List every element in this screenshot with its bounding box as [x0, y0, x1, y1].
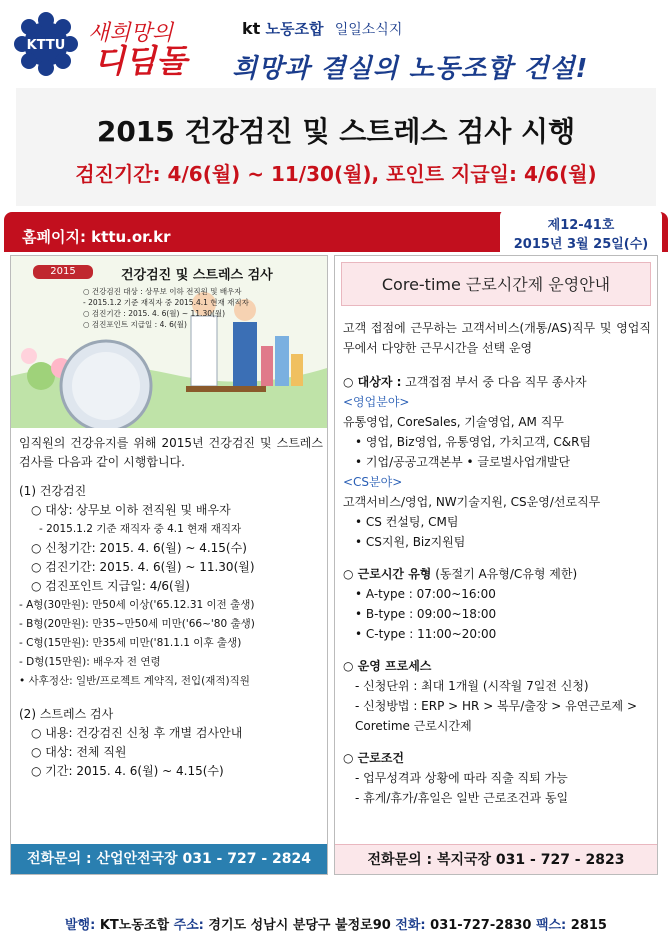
target-heading-label: ○ 대상자 :	[343, 375, 402, 389]
sales-bullet: • 기업/공공고객본부 • 글로벌사업개발단	[355, 455, 571, 469]
apply-period: ○ 신청기간: 2015. 4. 6(월) ~ 4.15(수)	[31, 541, 247, 555]
newsletter-type: 일일소식지	[334, 22, 403, 38]
kt-brand: kt	[242, 19, 261, 38]
issue-date: 2015년 3월 25일(수)	[513, 237, 649, 252]
type-d-line: - D형(15만원): 배우자 전 연령	[19, 656, 161, 668]
publisher-footer	[0, 914, 672, 933]
coretime-body	[343, 318, 651, 808]
illustration-note: ○ 검진포인트 지급일 : 4. 6(월)	[83, 320, 187, 329]
cs-bullet: • CS지원, Biz지원팀	[355, 535, 466, 549]
footer-addr-label: 주소:	[173, 918, 204, 933]
intro-paragraph: 임직원의 건강유지를 위해 2015년 건강검진 및 스트레스 검사를 다음과 같이 시행합니다.	[19, 436, 323, 469]
process-step: - 신청방법 : ERP > HR > 복무/출장 > 유연근로제 > Coretime 근로시간제	[355, 699, 637, 733]
health-check-illustration	[11, 256, 327, 428]
footer-pub-label: 발행:	[65, 918, 96, 933]
condition-item: - 휴게/휴가/휴일은 일반 근로조건과 동일	[355, 791, 569, 805]
masthead	[0, 0, 672, 90]
headline-box	[16, 88, 656, 206]
worktype-a: • A-type : 07:00~16:00	[355, 587, 496, 601]
stress-content: ○ 내용: 건강검진 신청 후 개별 검사안내	[31, 726, 243, 740]
slogan: 희망과 결실의 노동조합 건설!	[232, 54, 589, 84]
issue-number: 제12-41호	[547, 218, 615, 233]
left-column	[10, 255, 328, 875]
kttu-logo-icon	[14, 12, 78, 76]
script-logo-line2: 디딤돌	[94, 42, 187, 80]
target-line: ○ 대상: 상무보 이하 전직원 및 배우자	[31, 503, 231, 517]
publisher-line	[242, 18, 402, 39]
health-check-body	[19, 434, 323, 781]
target-heading-note: 고객접점 부서 중 다음 직무 종사자	[401, 375, 587, 389]
condition-item: - 업무성격과 상황에 따라 직출 직퇴 가능	[355, 771, 568, 785]
stress-period: ○ 기간: 2015. 4. 6(월) ~ 4.15(수)	[31, 764, 224, 778]
footer-addr-value: 경기도 성남시 분당구 불정로90	[203, 918, 396, 933]
cs-list: 고객서비스/영업, NW기술지원, CS운영/선로직무	[343, 495, 601, 509]
page-subtitle: 검진기간: 4/6(월) ~ 11/30(월), 포인트 지급일: 4/6(월)	[75, 162, 597, 186]
homepage-link[interactable]: 홈페이지: kttu.or.kr	[22, 228, 171, 246]
process-step: - 신청단위 : 최대 1개월 (시작월 7일전 신청)	[355, 679, 589, 693]
type-a-line: - A형(30만원): 만50세 이상('65.12.31 이전 출생)	[19, 599, 255, 611]
type-c-line: - C형(15만원): 만35세 미만('81.1.1 이후 출생)	[19, 637, 242, 649]
sales-bullet: • 영업, Biz영업, 유통영업, 가치고객, C&R팀	[355, 435, 592, 449]
footer-fax-value: 2815	[566, 918, 607, 933]
page-title: 2015 건강검진 및 스트레스 검사 시행	[96, 115, 576, 148]
cs-bullet: • CS 컨설팅, CM팀	[355, 515, 459, 529]
check-period: ○ 검진기간: 2015. 4. 6(월) ~ 11.30(월)	[31, 560, 255, 574]
coretime-title: Core-time 근로시간제 운영안내	[381, 275, 611, 294]
left-contact-bar: 전화문의 : 산업안전국장 031 - 727 - 2824	[11, 844, 327, 874]
stress-target: ○ 대상: 전체 직원	[31, 745, 127, 759]
illustration-notes	[83, 286, 249, 330]
point-date: ○ 검진포인트 지급일: 4/6(월)	[31, 579, 190, 593]
worktype-heading-note: (동절기 A유형/C유형 제한)	[431, 567, 578, 581]
process-heading: ○ 운영 프로세스	[343, 659, 432, 673]
issue-tab	[500, 210, 662, 254]
info-bar	[4, 212, 668, 252]
coretime-intro: 고객 접점에 근무하는 고객서비스(개통/AS)직무 및 영업직무에서 다양한 근무시간을 선택 운영	[343, 321, 651, 355]
sales-category: <영업분야>	[343, 395, 410, 409]
worktype-b: • B-type : 09:00~18:00	[355, 607, 497, 621]
sales-list: 유통영업, CoreSales, 기술영업, AM 직무	[343, 415, 564, 429]
cs-category: <CS분야>	[343, 475, 403, 489]
illustration-note: ○ 건강검진 대상 : 상무보 이하 전직원 및 배우자	[83, 287, 242, 296]
footer-fax-label: 팩스:	[535, 918, 567, 933]
right-contact-bar: 전화문의 : 복지국장 031 - 727 - 2823	[335, 844, 657, 874]
footer-pub-value: KT노동조합	[95, 918, 174, 933]
worktype-heading-label: ○ 근로시간 유형	[343, 567, 432, 581]
target-note: - 2015.1.2 기준 재직자 중 4.1 현재 재직자	[39, 523, 242, 535]
footer-tel-label: 전화:	[395, 918, 426, 933]
script-logo-line1: 새희망의	[88, 21, 174, 46]
coretime-title-box	[341, 262, 651, 306]
script-logo	[82, 10, 242, 80]
illustration-year-badge: 2015	[33, 265, 93, 279]
conditions-heading: ○ 근로조건	[343, 751, 405, 765]
union-name: 노동조합	[265, 20, 324, 38]
illustration-title: 건강검진 및 스트레스 검사	[121, 268, 273, 283]
badge-text: KTTU	[26, 38, 66, 53]
illustration-note: - 2015.1.2 기준 재직자 중 2015.4.1 현재 재직자	[83, 298, 249, 307]
post-settlement-line: • 사후정산: 일반/프로젝트 계약직, 전입(재적)직원	[19, 675, 250, 687]
target-heading	[343, 372, 651, 392]
section-stress-test-title: (2) 스트레스 검사	[19, 707, 114, 721]
illustration-note: ○ 검진기간 : 2015. 4. 6(월) ~ 11.30(월)	[83, 309, 226, 318]
right-column	[334, 255, 658, 875]
type-b-line: - B형(20만원): 만35~만50세 미만('66~'80 출생)	[19, 618, 255, 630]
footer-tel-value: 031-727-2830	[425, 918, 536, 933]
section-health-check-title: (1) 건강검진	[19, 484, 87, 498]
worktype-heading	[343, 564, 651, 584]
worktype-c: • C-type : 11:00~20:00	[355, 627, 497, 641]
